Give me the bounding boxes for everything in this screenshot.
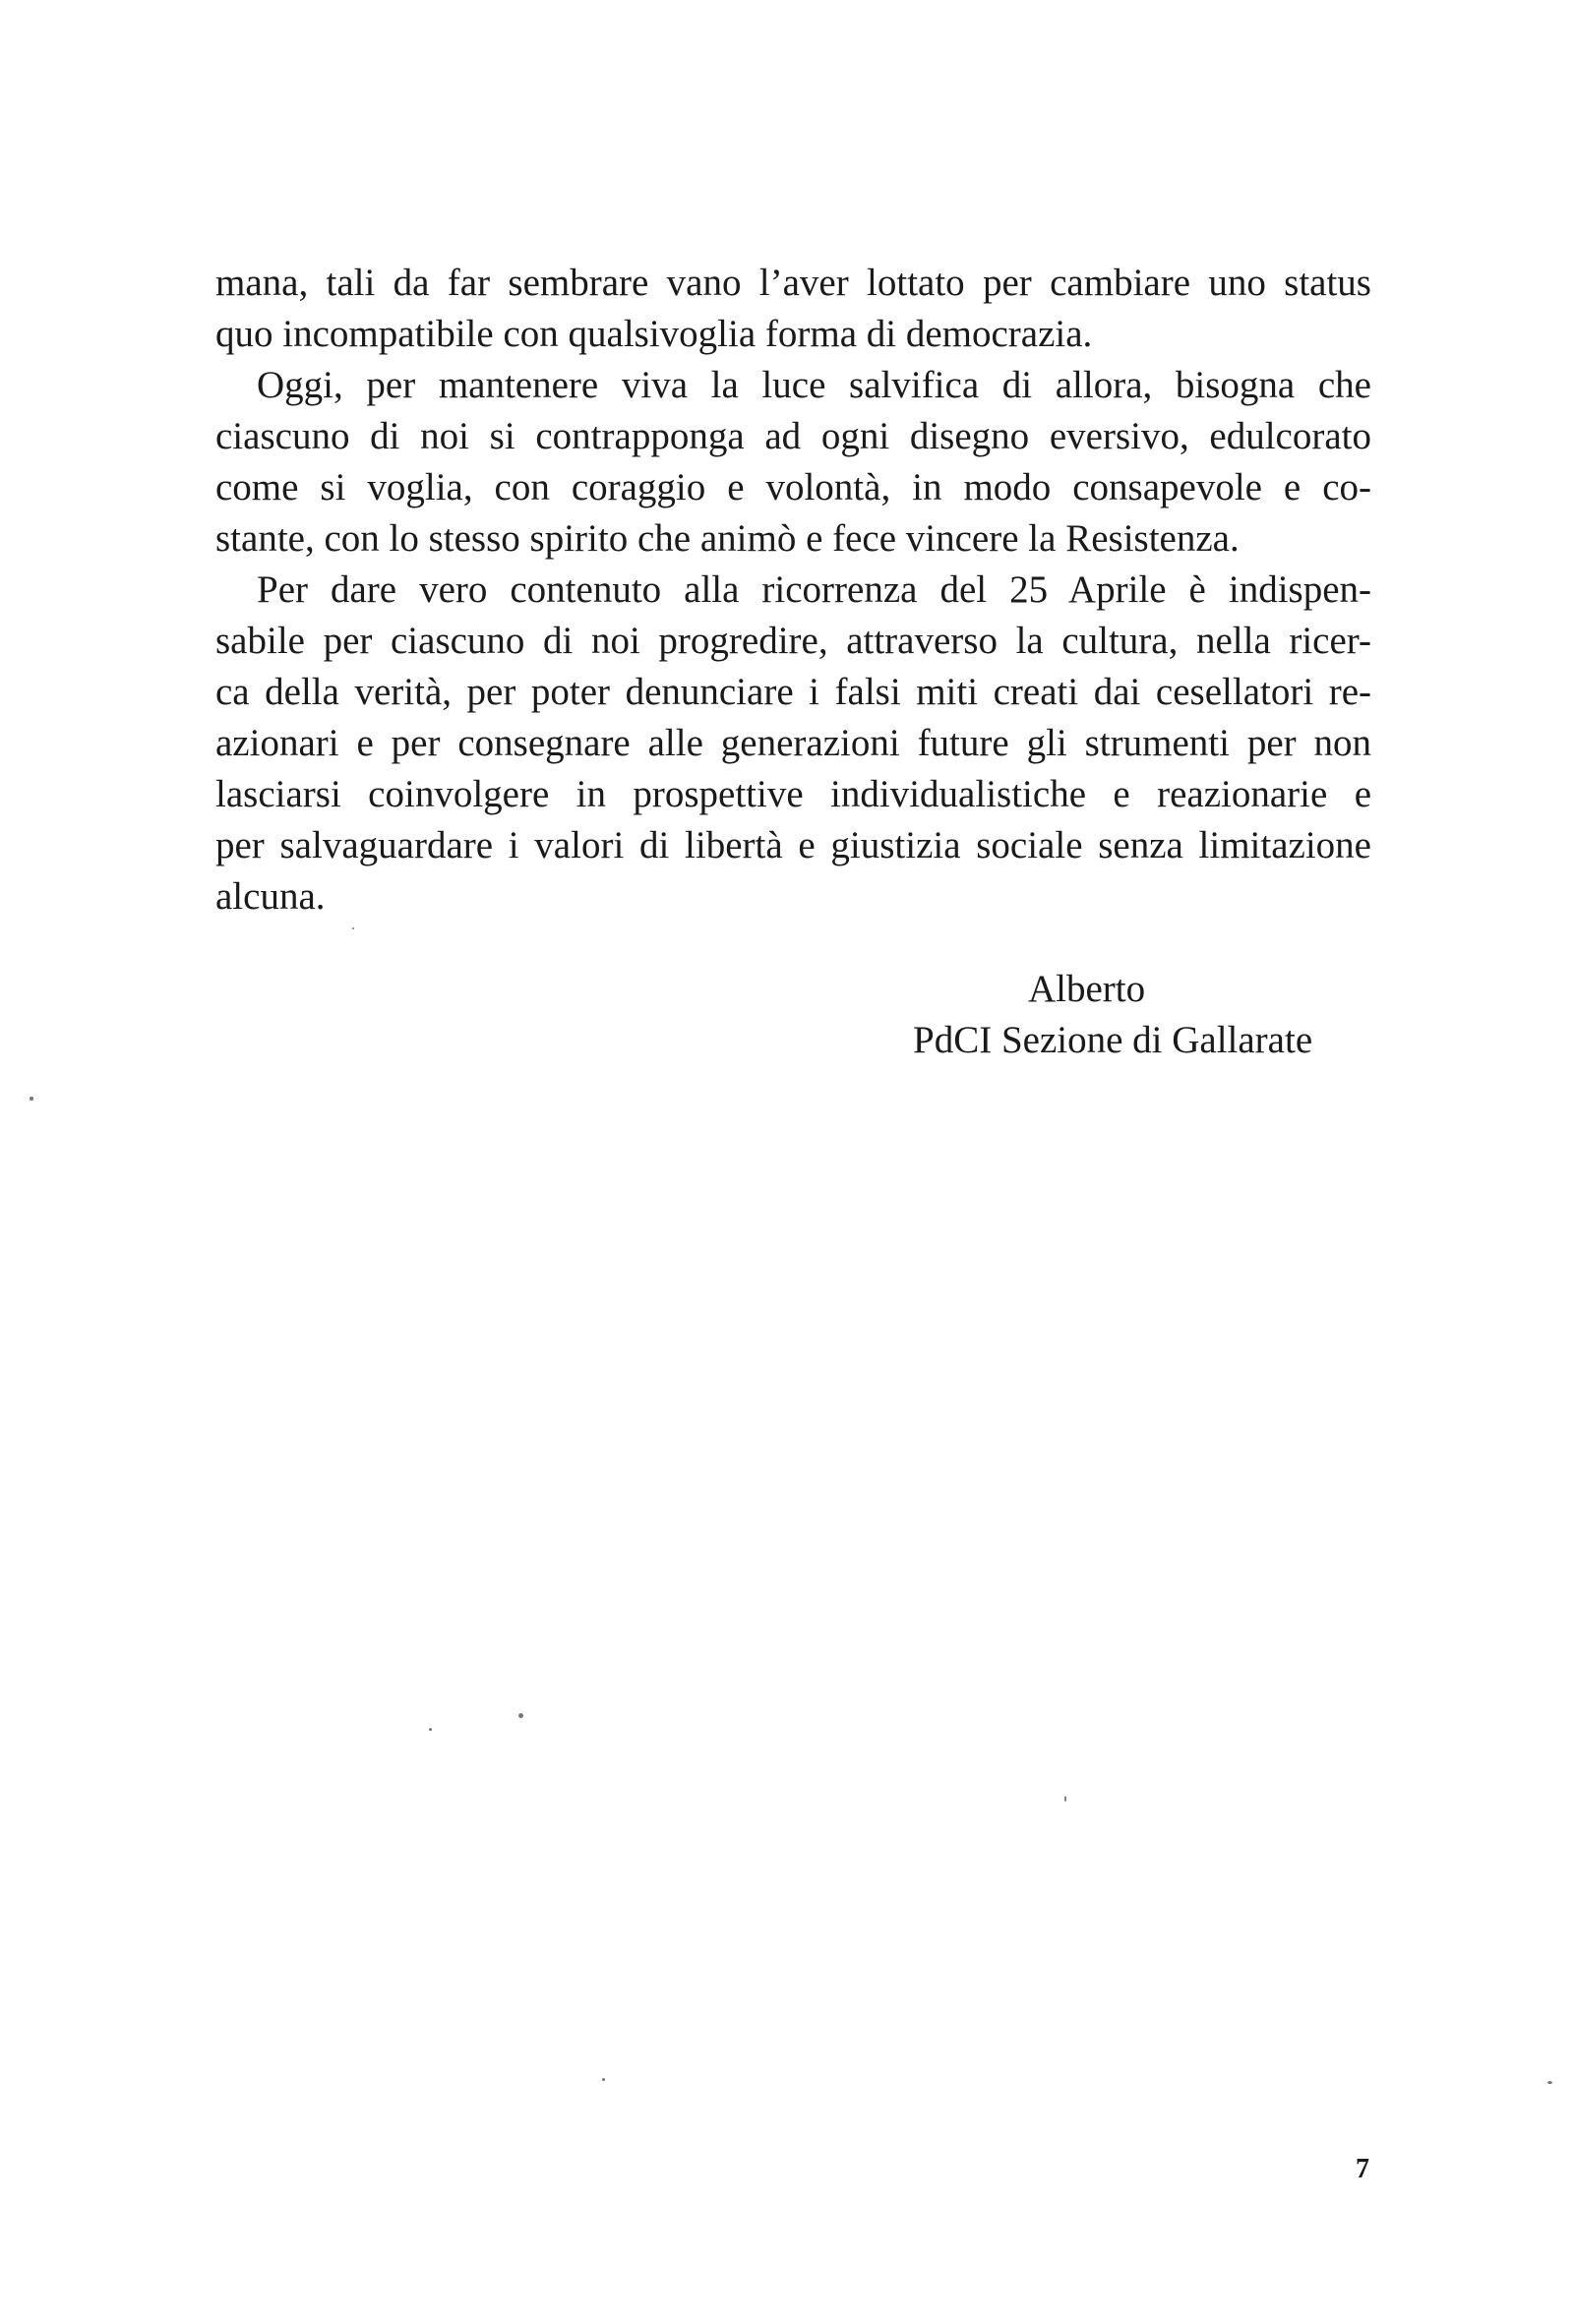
- scan-speck: [1064, 1796, 1066, 1802]
- signature: [913, 964, 1312, 1066]
- text-line: mana, tali da far sembrare vano l’aver lottato per cambiare uno status: [215, 262, 1371, 304]
- text-line: per salvaguardare i valori di libertà e giustizia sociale senza limitazione: [215, 824, 1371, 866]
- text-line: stante, con lo stesso spirito che animò e fece vincere la Resistenza.: [215, 517, 1240, 560]
- scan-speck: [30, 1097, 33, 1101]
- text-line: quo incompatibile con qualsivoglia forma di democrazia.: [215, 313, 1093, 355]
- text-line: Per dare vero contenuto alla ricorrenza del 25 Aprile è indispen-: [257, 568, 1371, 611]
- text-line: ciascuno di noi si contrapponga ad ogni disegno eversivo, edulcorato: [215, 415, 1371, 457]
- signature-organization: PdCI Sezione di Gallarate: [913, 1019, 1313, 1061]
- scan-speck: [1547, 2081, 1552, 2084]
- text-line: sabile per ciascuno di noi progredire, attraverso la cultura, nella ricer-: [215, 620, 1371, 662]
- page-number: 7: [1356, 2154, 1369, 2184]
- text-line: ca della verità, per poter denunciare i falsi miti creati dai cesellatori re-: [215, 671, 1371, 713]
- signature-name: Alberto: [1028, 968, 1146, 1010]
- scan-speck: [429, 1728, 432, 1731]
- text-line: lasciarsi coinvolgere in prospettive individualistiche e reazionarie e: [215, 773, 1371, 815]
- text-line: Oggi, per mantenere viva la luce salvifica di allora, bisogna che: [257, 364, 1371, 406]
- scan-speck: [602, 2078, 605, 2081]
- scan-speck: [518, 1713, 523, 1718]
- text-line: alcuna.: [215, 875, 326, 918]
- body-text: [215, 258, 1371, 923]
- text-line: azionari e per consegnare alle generazioni future gli strumenti per non: [215, 722, 1371, 764]
- scan-speck: [352, 927, 354, 929]
- text-line: come si voglia, con coraggio e volontà, in modo consapevole e co-: [215, 466, 1371, 508]
